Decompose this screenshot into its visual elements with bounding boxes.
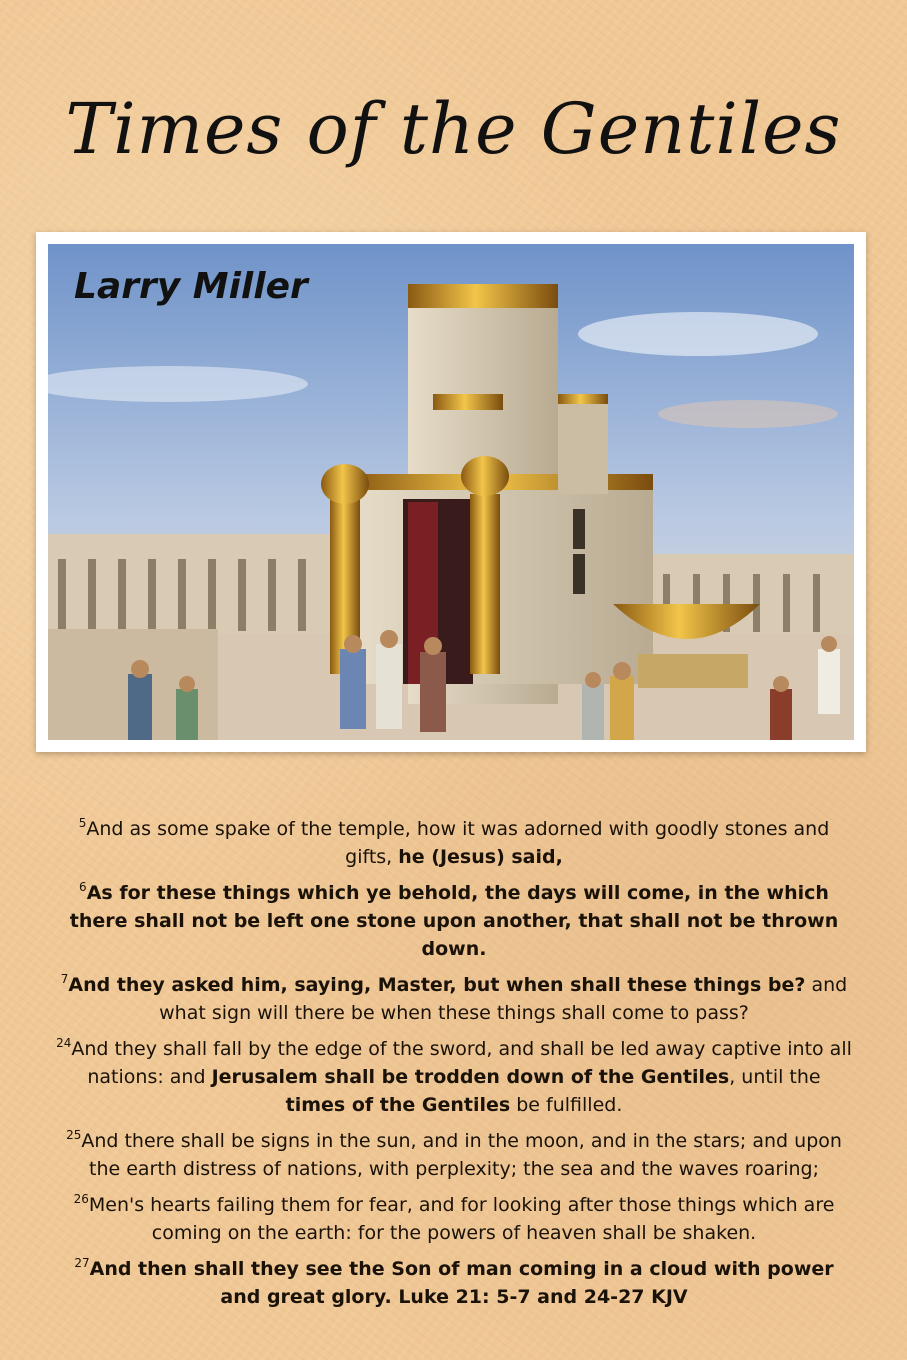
temple-illustration — [48, 244, 854, 740]
verse-26 — [56, 1191, 852, 1247]
verse-text: And they shall fall by the edge of the sword, and shall be led away captive into all nations: and — [71, 1038, 852, 1088]
verse-number: 5 — [78, 816, 87, 830]
verse-emphasis: he (Jesus) said, — [398, 846, 563, 868]
verse-number: 26 — [73, 1192, 89, 1206]
verse-text: , until the — [729, 1066, 821, 1088]
verse-6 — [56, 879, 852, 963]
cover-photo-frame — [36, 232, 866, 752]
verse-7 — [56, 971, 852, 1027]
verse-emphasis: And they asked him, saying, Master, but when shall these things be? — [68, 974, 806, 996]
verse-text: Men's hearts failing them for fear, and for looking after those things which are coming on the earth: for the powers of heaven shall be shaken. — [88, 1194, 835, 1244]
verse-number: 25 — [66, 1128, 82, 1142]
verse-5 — [56, 815, 852, 871]
verse-emphasis: Jerusalem shall be trodden down of the Gentiles — [211, 1066, 730, 1088]
verse-number: 27 — [74, 1256, 90, 1270]
author-name: Larry Miller — [74, 266, 308, 307]
verse-25 — [56, 1127, 852, 1183]
verse-text: And there shall be signs in the sun, and in the moon, and in the stars; and upon the earth distress of nations, with perplexity; the sea and the waves roaring; — [81, 1130, 842, 1180]
verse-number: 24 — [56, 1036, 72, 1050]
verse-emphasis: times of the Gentiles — [285, 1094, 511, 1116]
book-title: Times of the Gentiles — [65, 88, 842, 170]
verse-text: And as some spake of the temple, how it was adorned with goodly stones and gifts, — [86, 818, 830, 868]
temple-scene-image — [48, 244, 854, 740]
verse-number: 7 — [60, 972, 69, 986]
verse-emphasis: And then shall they see the Son of man coming in a cloud with power and great glory. Luke 21: 5-7 and 24-27 KJV — [89, 1258, 834, 1308]
verse-number: 6 — [79, 880, 87, 894]
verse-emphasis: As for these things which ye behold, the days will come, in the which there shall not be left one stone upon another, that shall not be thrown down. — [69, 882, 839, 960]
verse-text: be fulfilled. — [510, 1094, 623, 1116]
verse-27 — [56, 1255, 852, 1311]
verse-24 — [56, 1035, 852, 1119]
scripture-passage — [56, 815, 852, 1319]
verse-text: and what sign will there be when these things shall come to pass? — [159, 974, 848, 1024]
